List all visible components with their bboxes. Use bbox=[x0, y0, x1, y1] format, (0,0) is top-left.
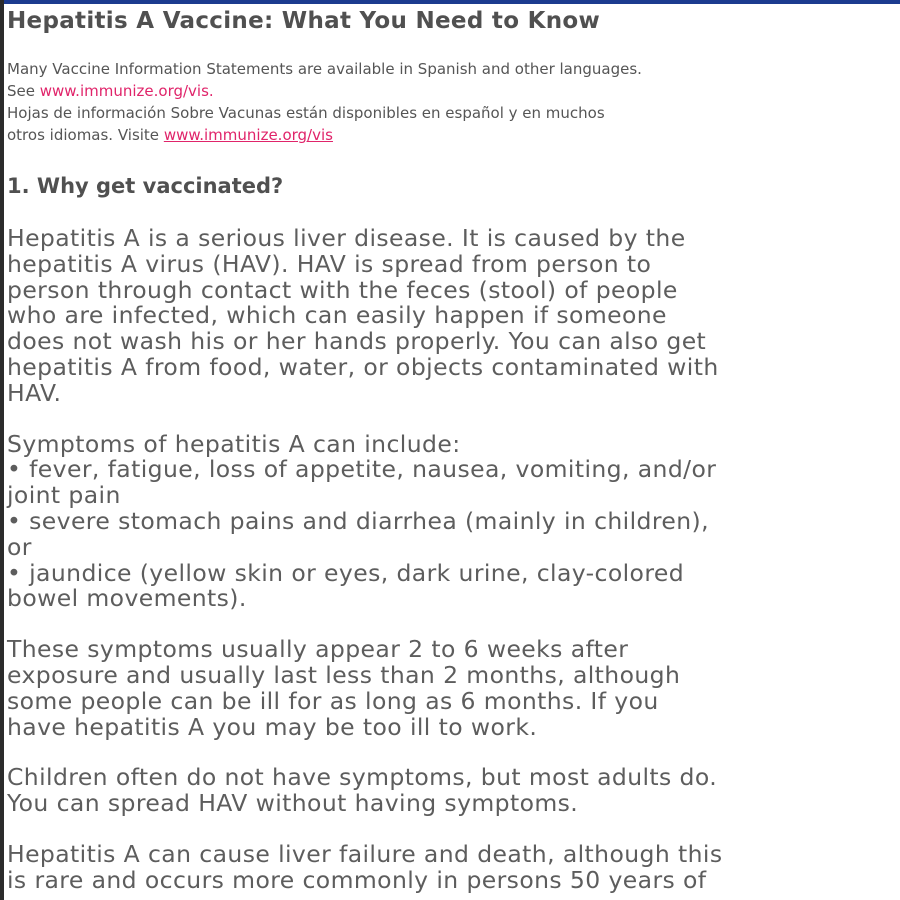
visite-prefix: otros idiomas. Visite bbox=[7, 126, 164, 144]
language-note-line-1: Many Vaccine Information Statements are available in Spanish and other languages. bbox=[7, 60, 642, 78]
see-suffix: . bbox=[208, 82, 214, 100]
section-1-heading: 1. Why get vaccinated? bbox=[7, 174, 284, 198]
paragraph-1 bbox=[7, 226, 900, 407]
immunize-link-english[interactable]: www.immunize.org/vis bbox=[39, 82, 209, 100]
paragraph-line: You can spread HAV without having symptoms. bbox=[7, 789, 579, 818]
paragraph-line: HAV. bbox=[7, 378, 62, 407]
symptom-item-cont: bowel movements). bbox=[7, 584, 247, 613]
symptom-item: • jaundice (yellow skin or eyes, dark urine, clay-colored bbox=[7, 558, 685, 587]
paragraph-line: have hepatitis A you may be too ill to work. bbox=[7, 712, 538, 741]
paragraph-line: hepatitis A from food, water, or objects contaminated with bbox=[7, 352, 719, 381]
symptom-item-cont: or bbox=[7, 532, 32, 561]
paragraph-line: person through contact with the feces (stool) of people bbox=[7, 275, 678, 304]
paragraph-3 bbox=[7, 637, 900, 740]
left-edge-border bbox=[0, 0, 4, 900]
paragraph-line: who are infected, which can easily happen if someone bbox=[7, 301, 667, 330]
language-note-line-4 bbox=[7, 124, 900, 146]
language-note-line-2 bbox=[7, 80, 900, 102]
paragraph-line: Hepatitis A is a serious liver disease. It is caused by the bbox=[7, 224, 686, 252]
language-note-line-3: Hojas de información Sobre Vacunas están disponibles en español y en muchos bbox=[7, 104, 605, 122]
paragraph-line: some people can be ill for as long as 6 months. If you bbox=[7, 686, 659, 715]
symptom-item-cont: joint pain bbox=[7, 481, 121, 510]
symptoms-intro: Symptoms of hepatitis A can include: bbox=[7, 429, 461, 458]
paragraph-line: Children often do not have symptoms, but most adults do. bbox=[7, 763, 718, 792]
top-accent-bar bbox=[0, 0, 900, 4]
see-prefix: See bbox=[7, 82, 40, 100]
paragraph-4 bbox=[7, 765, 900, 817]
immunize-link-spanish[interactable]: www.immunize.org/vis bbox=[163, 126, 333, 144]
document-content[interactable] bbox=[7, 6, 900, 894]
document-title: Hepatitis A Vaccine: What You Need to Know bbox=[7, 8, 601, 34]
paragraph-5 bbox=[7, 839, 900, 894]
paragraph-line: exposure and usually last less than 2 months, although bbox=[7, 660, 681, 689]
paragraph-2-symptoms bbox=[7, 429, 900, 613]
paragraph-line: These symptoms usually appear 2 to 6 weeks after bbox=[7, 635, 629, 664]
language-note bbox=[7, 58, 900, 146]
paragraph-line: Hepatitis A can cause liver failure and death, although this bbox=[7, 839, 723, 868]
paragraph-line: does not wash his or her hands properly. You can also get bbox=[7, 327, 707, 356]
symptom-item: • severe stomach pains and diarrhea (mainly in children), bbox=[7, 506, 709, 535]
paragraph-line: is rare and occurs more commonly in persons 50 years of bbox=[7, 865, 707, 894]
symptom-item: • fever, fatigue, loss of appetite, nausea, vomiting, and/or bbox=[7, 455, 717, 484]
paragraph-line: hepatitis A virus (HAV). HAV is spread from person to bbox=[7, 249, 652, 278]
